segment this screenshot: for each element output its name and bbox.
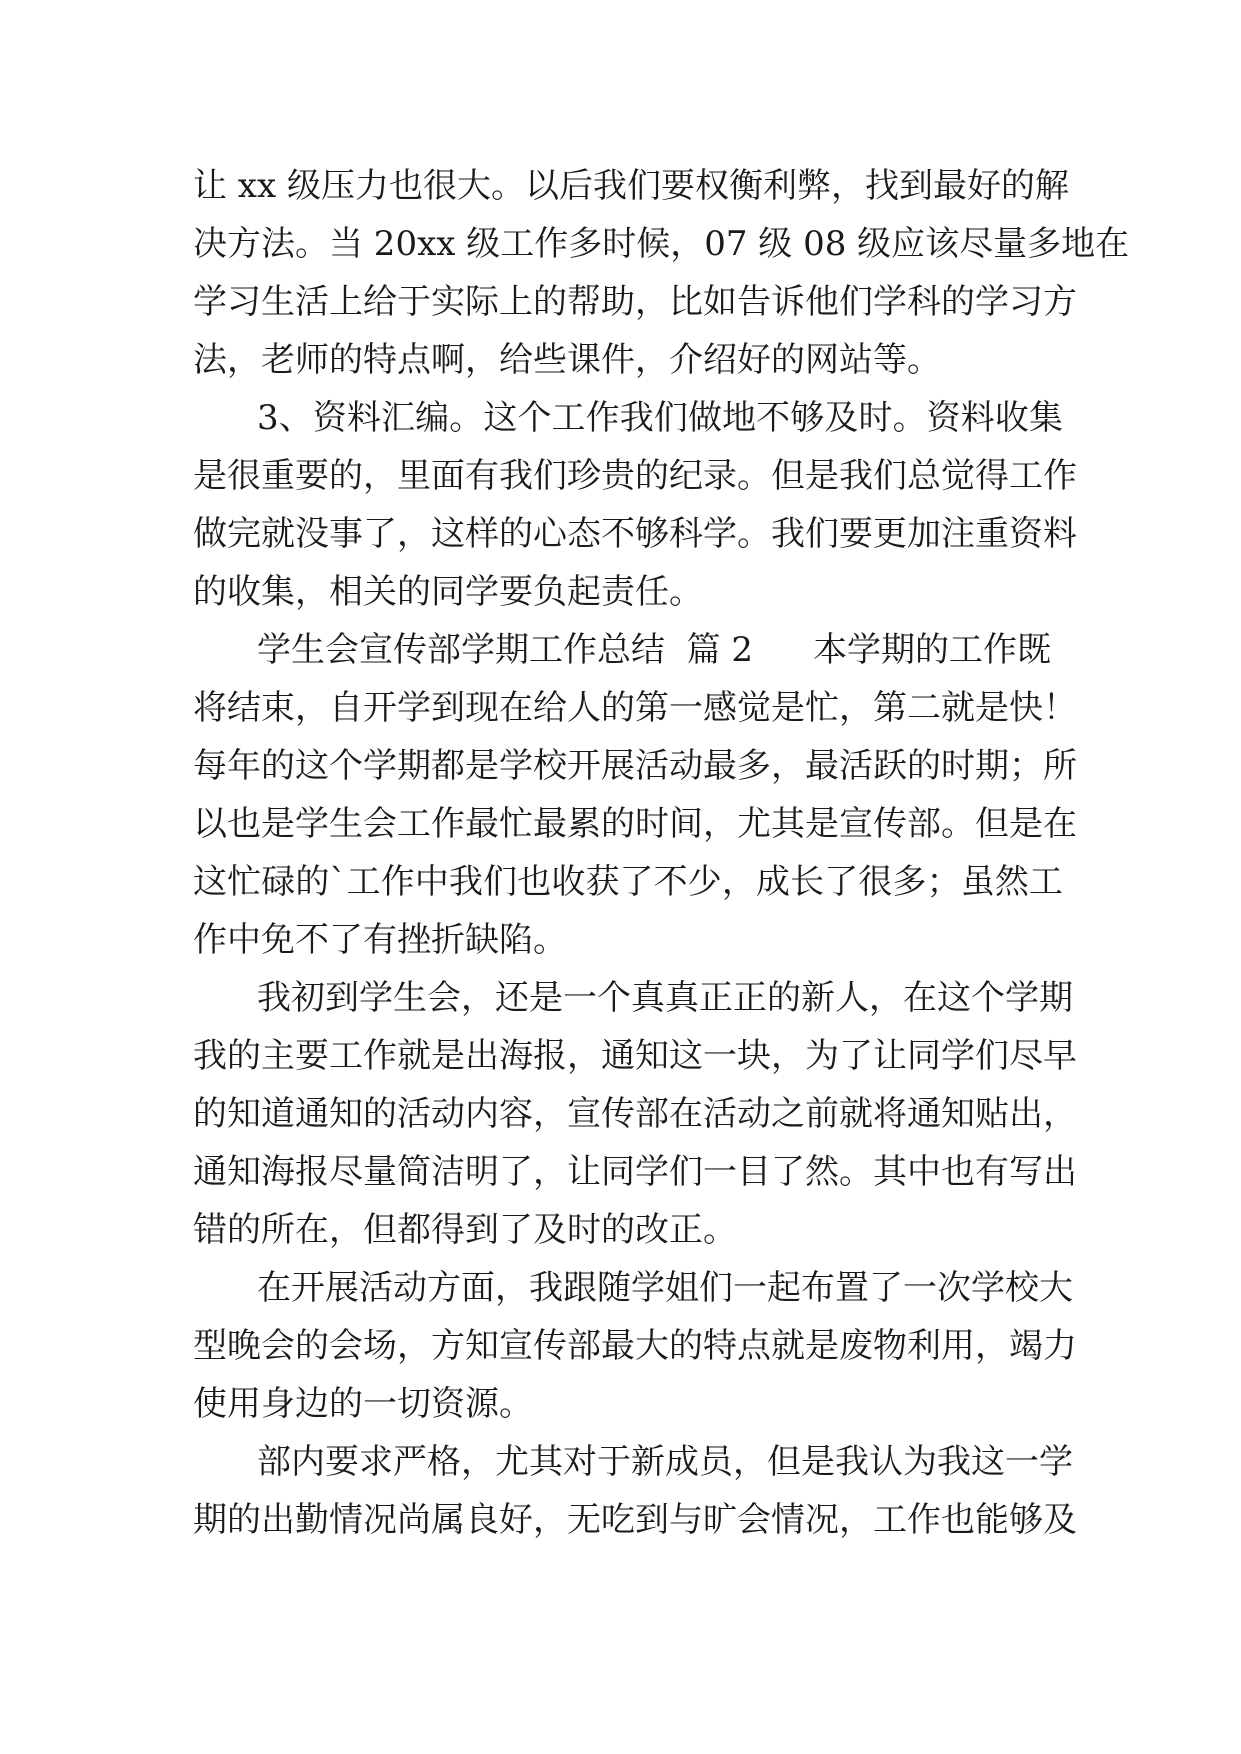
text-line: 我的主要工作就是出海报，通知这一块，为了让同学们尽早 bbox=[193, 1036, 1077, 1076]
paragraph-1 bbox=[193, 157, 1130, 389]
text-line: 的收集，相关的同学要负起责任。 bbox=[193, 572, 703, 612]
text-line: 做完就没事了，这样的心态不够科学。我们要更加注重资料 bbox=[193, 514, 1077, 554]
text-line: 3、资料汇编。这个工作我们做地不够及时。资料收集 bbox=[257, 398, 1063, 438]
text-line: 型晚会的会场，方知宣传部最大的特点就是废物利用，竭力 bbox=[193, 1326, 1077, 1366]
text-line: 将结束，自开学到现在给人的第一感觉是忙，第二就是快！ bbox=[193, 688, 1077, 728]
paragraph-4 bbox=[193, 969, 1077, 1259]
text-line: 的知道通知的活动内容，宣传部在活动之前就将通知贴出， bbox=[193, 1094, 1077, 1134]
text-fragment: 本学期的工作既 bbox=[813, 630, 1052, 670]
text-line: 错的所在，但都得到了及时的改正。 bbox=[193, 1210, 737, 1250]
text-line: 在开展活动方面，我跟随学姐们一起布置了一次学校大 bbox=[257, 1268, 1073, 1308]
text-line bbox=[193, 621, 1063, 679]
paragraph-3 bbox=[193, 621, 1077, 969]
text-line: 这忙碌的`工作中我们也收获了不少，成长了很多；虽然工 bbox=[193, 862, 1063, 902]
paragraph-2 bbox=[193, 389, 1077, 621]
text-line: 使用身边的一切资源。 bbox=[193, 1384, 533, 1424]
text-line: 我初到学生会，还是一个真真正正的新人，在这个学期 bbox=[257, 978, 1073, 1018]
section-heading: 学生会宣传部学期工作总结 篇 2 bbox=[257, 630, 754, 670]
text-line: 部内要求严格，尤其对于新成员，但是我认为我这一学 bbox=[257, 1442, 1073, 1482]
paragraph-5 bbox=[193, 1259, 1077, 1433]
text-line: 通知海报尽量简洁明了，让同学们一目了然。其中也有写出 bbox=[193, 1152, 1077, 1192]
text-line: 决方法。当 20xx 级工作多时候，07 级 08 级应该尽量多地在 bbox=[193, 224, 1130, 264]
paragraph-6 bbox=[193, 1433, 1077, 1549]
text-line: 以也是学生会工作最忙最累的时间，尤其是宣传部。但是在 bbox=[193, 804, 1077, 844]
text-line: 是很重要的，里面有我们珍贵的纪录。但是我们总觉得工作 bbox=[193, 456, 1077, 496]
text-line: 法，老师的特点啊，给些课件，介绍好的网站等。 bbox=[193, 340, 941, 380]
body-text bbox=[193, 157, 1130, 1549]
text-line: 学习生活上给于实际上的帮助，比如告诉他们学科的学习方 bbox=[193, 282, 1077, 322]
text-line: 让 xx 级压力也很大。以后我们要权衡利弊，找到最好的解 bbox=[193, 166, 1069, 206]
text-line: 期的出勤情况尚属良好，无吃到与旷会情况，工作也能够及 bbox=[193, 1500, 1077, 1540]
text-line: 每年的这个学期都是学校开展活动最多，最活跃的时期；所 bbox=[193, 746, 1077, 786]
text-line: 作中免不了有挫折缺陷。 bbox=[193, 920, 567, 960]
